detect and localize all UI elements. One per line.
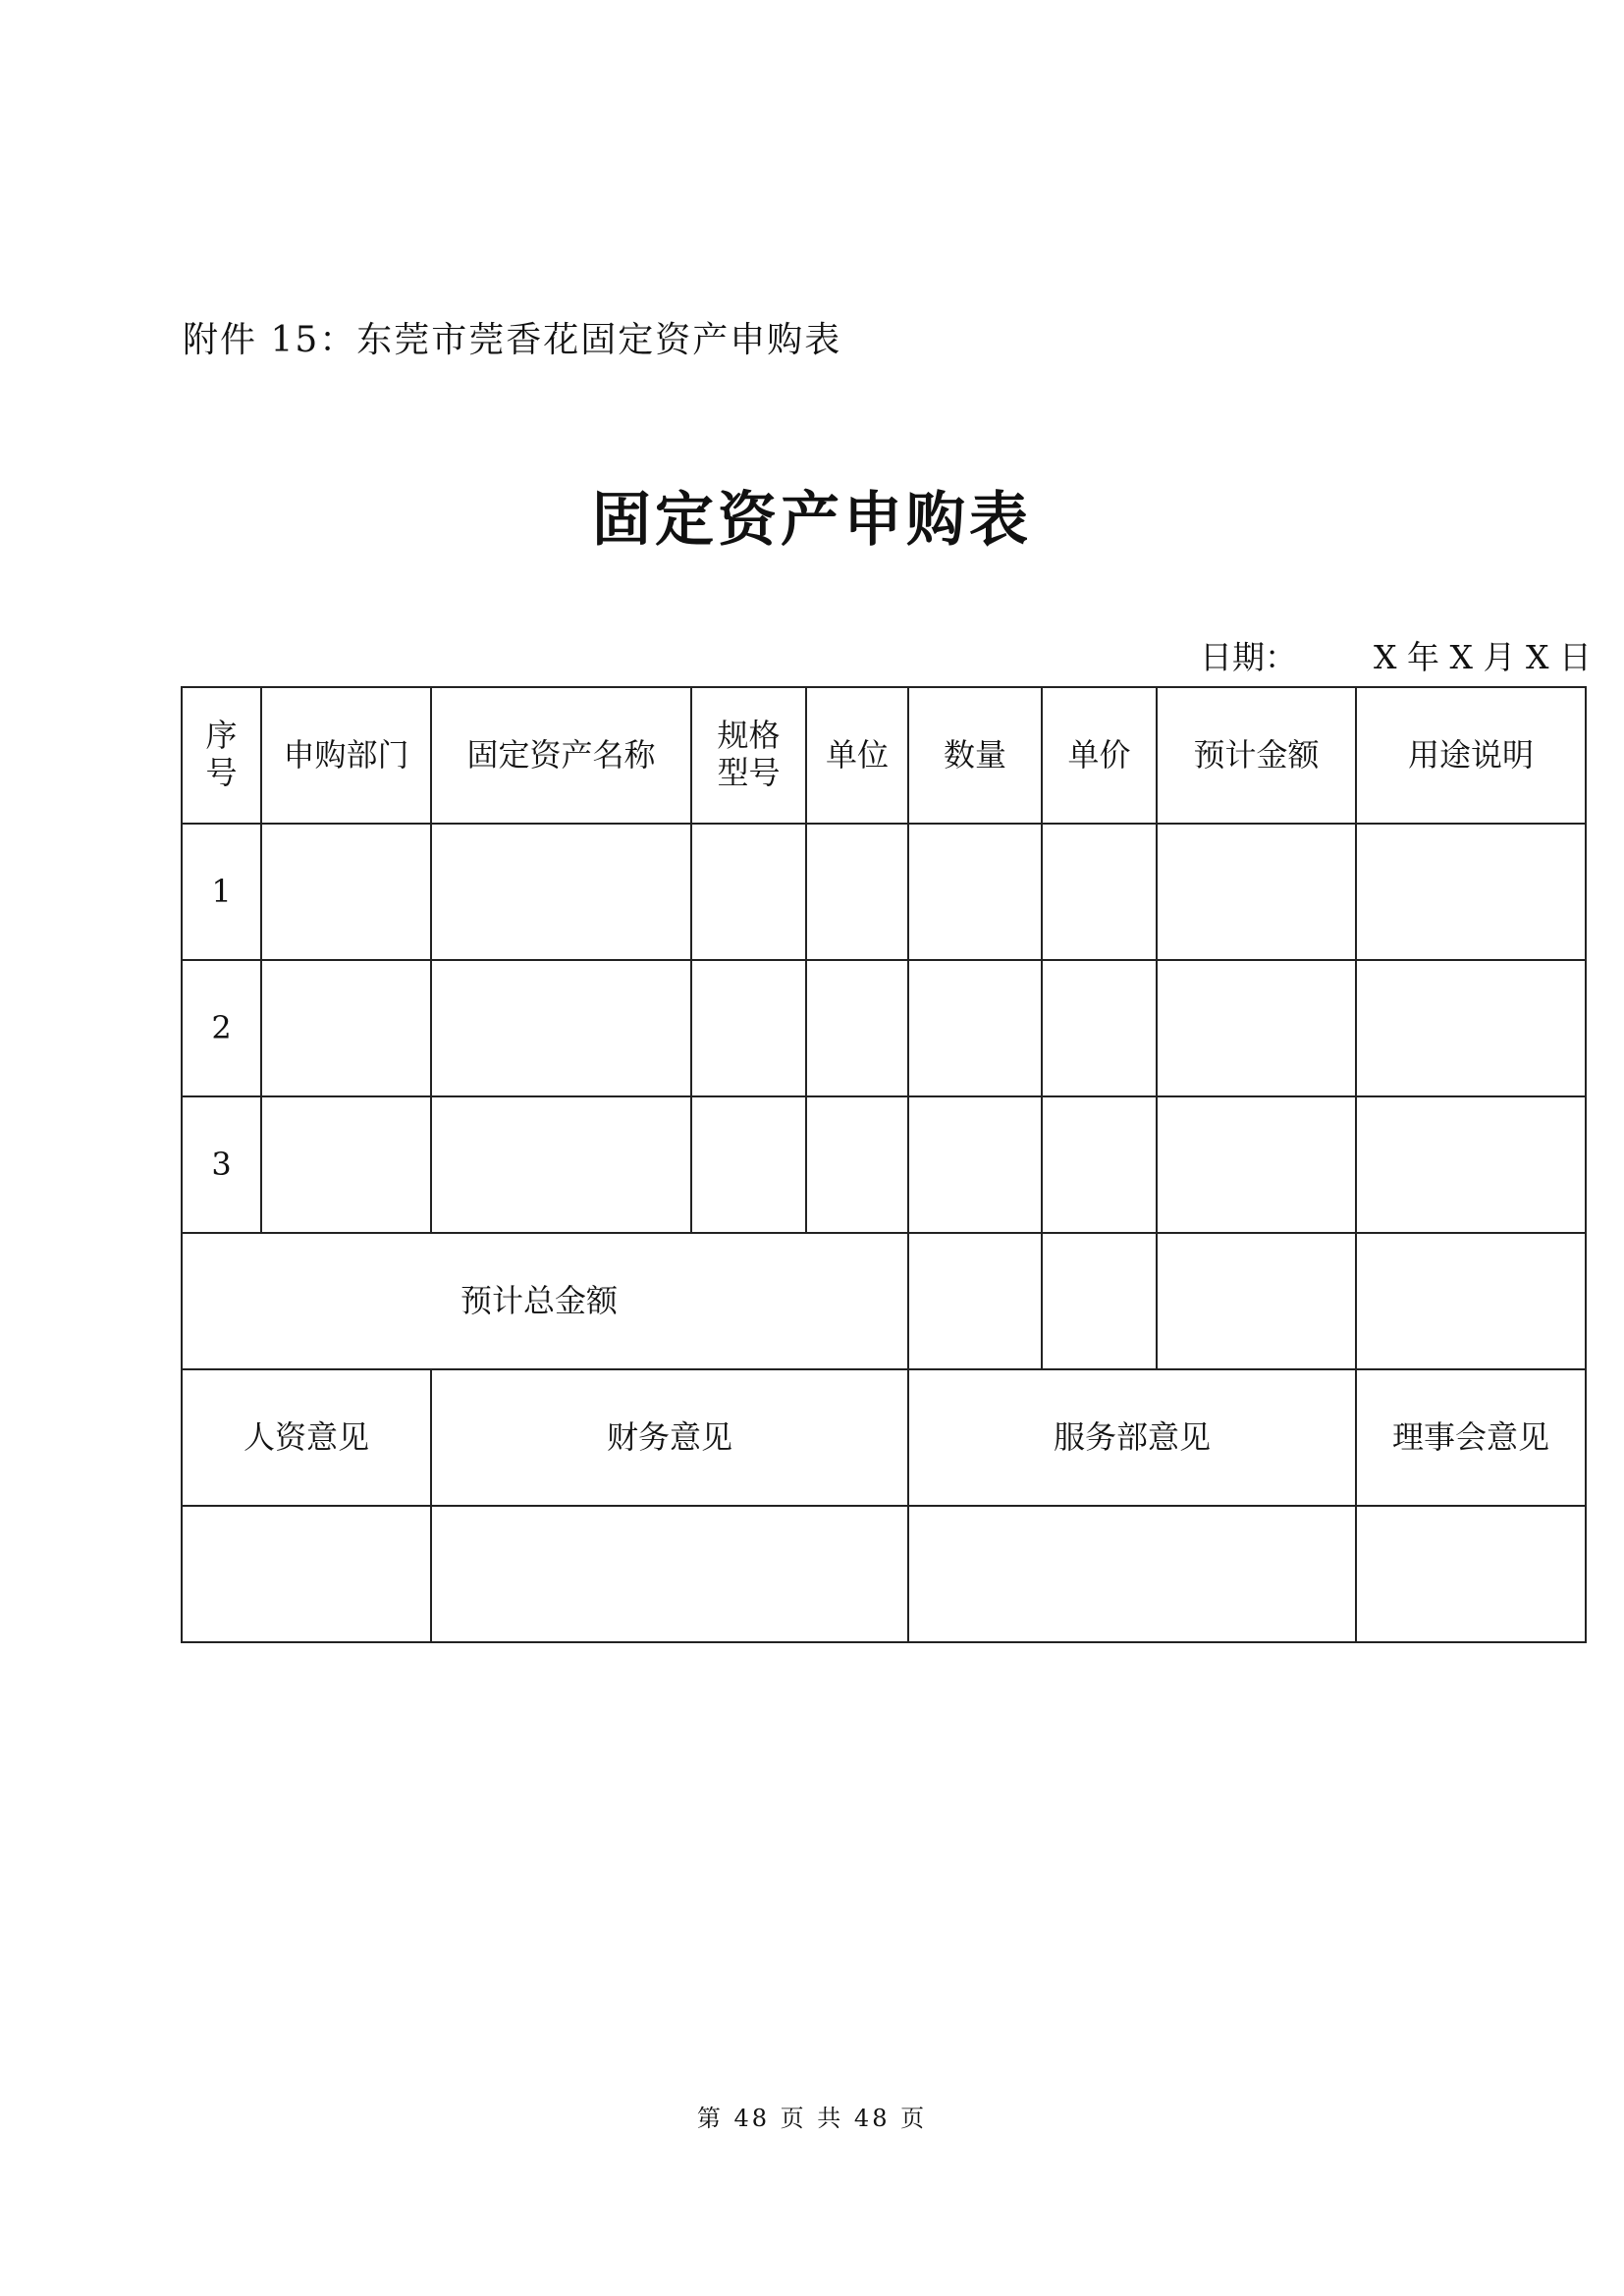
service-opinion-cell[interactable]: [908, 1506, 1356, 1642]
total-amount-cell[interactable]: [1157, 1233, 1356, 1369]
date-label: 日期：: [1200, 638, 1297, 676]
total-label-text: 预计总金额: [460, 1281, 618, 1319]
purchase-request-table: [181, 686, 1587, 1643]
board-opinion-label: 理事会意见: [1356, 1369, 1586, 1506]
header-purpose: 用途说明: [1356, 687, 1586, 824]
date-value: X 年 X 月 X 日: [1374, 638, 1592, 676]
header-department: 申购部门: [261, 687, 431, 824]
department-cell[interactable]: [261, 1096, 431, 1233]
total-purpose-cell[interactable]: [1356, 1233, 1586, 1369]
purpose-cell[interactable]: [1356, 824, 1586, 960]
unit-price-cell[interactable]: [1042, 960, 1157, 1096]
unit-cell[interactable]: [806, 960, 908, 1096]
department-cell[interactable]: [261, 824, 431, 960]
unit-price-cell[interactable]: [1042, 824, 1157, 960]
finance-opinion-label: 财务意见: [431, 1369, 908, 1506]
asset-name-cell[interactable]: [431, 1096, 691, 1233]
header-row: [182, 687, 1586, 824]
hr-opinion-cell[interactable]: [182, 1506, 431, 1642]
row-number: 2: [182, 960, 261, 1096]
opinion-header-row: [182, 1369, 1586, 1506]
page-footer: 第 48 页 共 48 页: [696, 2105, 928, 2132]
spec-cell[interactable]: [691, 960, 806, 1096]
header-spec-line2: 型号: [717, 754, 781, 792]
unit-cell[interactable]: [806, 1096, 908, 1233]
asset-name-cell[interactable]: [431, 960, 691, 1096]
estimated-amount-cell[interactable]: [1157, 1096, 1356, 1233]
table-row: [182, 1096, 1586, 1233]
spec-cell[interactable]: [691, 1096, 806, 1233]
header-estimated-amount: 预计金额: [1157, 687, 1356, 824]
purpose-cell[interactable]: [1356, 960, 1586, 1096]
total-unit-price-cell[interactable]: [1042, 1233, 1157, 1369]
header-asset-name: 固定资产名称: [431, 687, 691, 824]
page-title: 固定资产申购表: [592, 486, 1032, 555]
header-quantity: 数量: [908, 687, 1042, 824]
row-number: 1: [182, 824, 261, 960]
quantity-cell[interactable]: [908, 960, 1042, 1096]
unit-cell[interactable]: [806, 824, 908, 960]
quantity-cell[interactable]: [908, 1096, 1042, 1233]
opinion-input-row: [182, 1506, 1586, 1642]
unit-price-cell[interactable]: [1042, 1096, 1157, 1233]
purpose-cell[interactable]: [1356, 1096, 1586, 1233]
estimated-amount-cell[interactable]: [1157, 960, 1356, 1096]
total-row: [182, 1233, 1586, 1369]
header-spec-line1: 规格: [717, 717, 781, 754]
service-opinion-label: 服务部意见: [908, 1369, 1356, 1506]
department-cell[interactable]: [261, 960, 431, 1096]
total-label: [182, 1233, 908, 1369]
header-unit-price: 单价: [1042, 687, 1157, 824]
quantity-cell[interactable]: [908, 824, 1042, 960]
spec-cell[interactable]: [691, 824, 806, 960]
table-row: [182, 960, 1586, 1096]
header-seq: [182, 687, 261, 824]
asset-name-cell[interactable]: [431, 824, 691, 960]
header-spec: [691, 687, 806, 824]
estimated-amount-cell[interactable]: [1157, 824, 1356, 960]
table-row: [182, 824, 1586, 960]
row-number: 3: [182, 1096, 261, 1233]
finance-opinion-cell[interactable]: [431, 1506, 908, 1642]
board-opinion-cell[interactable]: [1356, 1506, 1586, 1642]
total-quantity-cell[interactable]: [908, 1233, 1042, 1369]
date-line: [1200, 632, 1592, 678]
hr-opinion-label: 人资意见: [182, 1369, 431, 1506]
header-seq-line1: 序: [205, 717, 238, 754]
attachment-title: 附件 15：东莞市莞香花固定资产申购表: [183, 320, 842, 360]
header-seq-line2: 号: [205, 754, 238, 792]
header-unit: 单位: [806, 687, 908, 824]
